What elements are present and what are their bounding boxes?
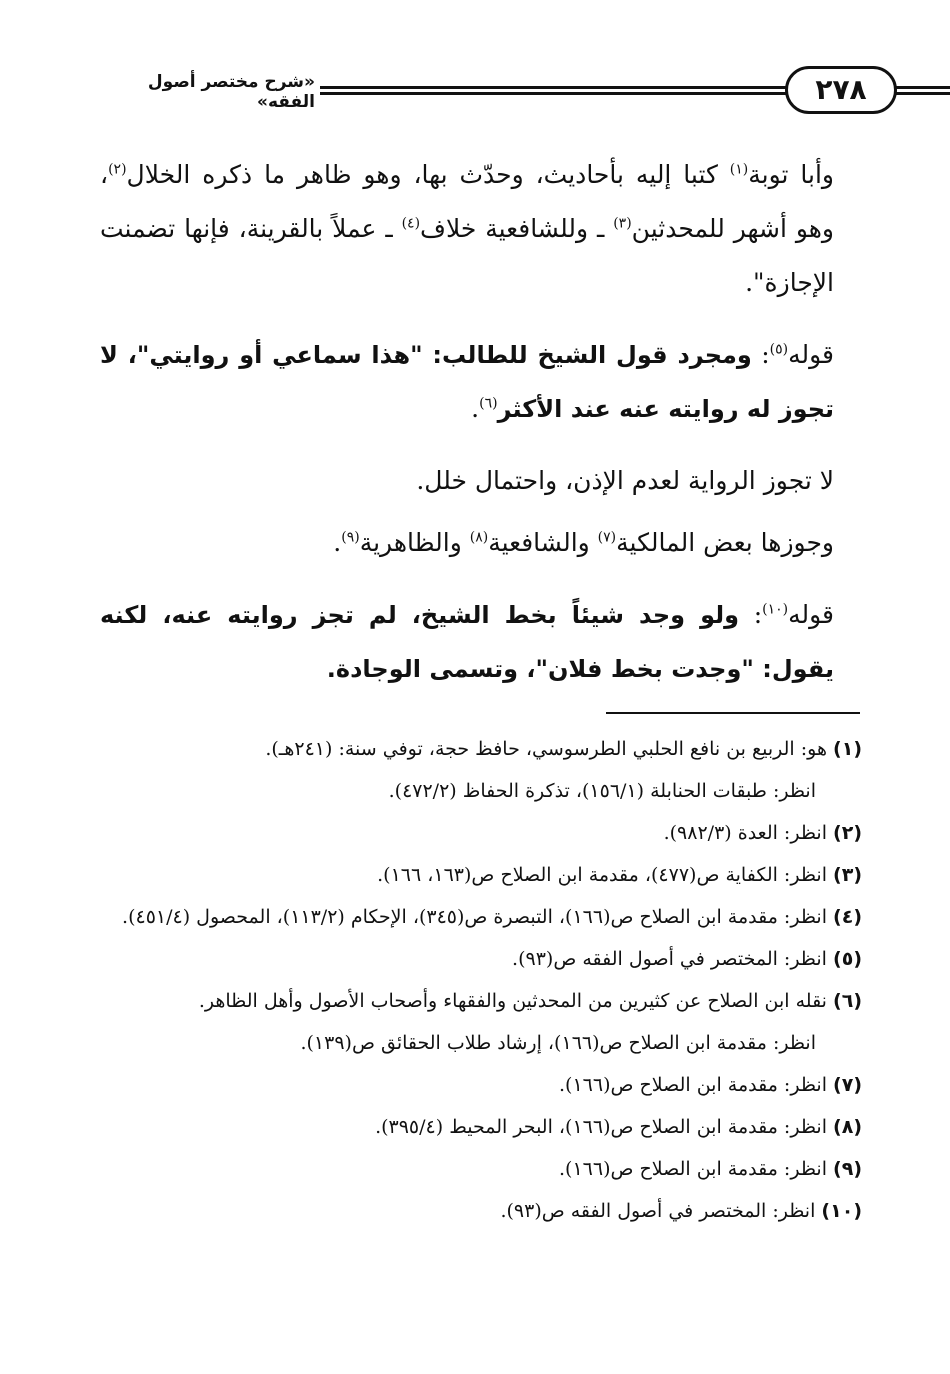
footnote-text: انظر: العدة (٩٨٢/٣).: [663, 822, 834, 844]
quoted-text: ومجرد قول الشيخ للطالب: "هذا سماعي أو روايتي"، لا تجوز له روايته عنه عند الأكثر: [100, 341, 834, 423]
text-span: :: [739, 600, 763, 629]
footnotes: [108, 728, 862, 1232]
footnote-ref[interactable]: (٣): [613, 215, 632, 232]
footnote-ref[interactable]: (٨): [469, 529, 489, 546]
running-title: «شرح مختصر أصول الفقه»: [147, 72, 315, 112]
paragraph-3: لا تجوز الرواية لعدم الإذن، واحتمال خلل.: [416, 466, 834, 495]
footnote-separator: [606, 712, 860, 714]
footnote-ref[interactable]: (٦): [479, 395, 498, 412]
paragraph-4: [100, 516, 862, 570]
text-span: والشافعية: [488, 528, 598, 557]
text-span: قوله: [788, 340, 834, 369]
footnote-5: [108, 938, 862, 980]
footnote-ref[interactable]: (٧): [597, 529, 617, 546]
footnote-text: انظر: مقدمة ابن الصلاح ص(١٦٦)، التبصرة ص(٣٤٥)، الإحكام (١١٣/٢)، المحصول (٤٥١/٤).: [122, 906, 834, 928]
footnote-text: نقله ابن الصلاح عن كثيرين من المحدثين والفقهاء وأصحاب الأصول وأهل الظاهر.: [198, 990, 834, 1012]
footnote-text: انظر: مقدمة ابن الصلاح ص(١٦٦)، البحر المحيط (٣٩٥/٤).: [375, 1116, 834, 1138]
text-span: :: [751, 340, 770, 369]
quoted-text: ولو وجد شيئاً بخط الشيخ، لم تجز روايته عنه، لكنه يقول: "وجدت بخط فلان"، وتسمى الوجادة.: [100, 601, 834, 683]
footnote-number: (٩): [833, 1158, 862, 1180]
footnote-6-continued: انظر: مقدمة ابن الصلاح ص(١٦٦)، إرشاد طلاب الحقائق ص(١٣٩).: [300, 1032, 816, 1054]
footnote-6: [108, 980, 862, 1022]
footnote-2: [108, 812, 862, 854]
text-span: قوله: [788, 600, 835, 629]
footnote-number: (٢): [833, 822, 862, 844]
footnote-number: (٧): [833, 1074, 862, 1096]
footnote-ref[interactable]: (١): [729, 161, 749, 178]
footnote-number: (٣): [833, 864, 862, 886]
paragraph-5: [100, 588, 862, 696]
text-span: .: [333, 528, 342, 557]
footnote-ref[interactable]: (٩): [341, 529, 360, 546]
footnote-ref[interactable]: (١٠): [762, 601, 789, 618]
footnote-text: انظر: مقدمة ابن الصلاح ص(١٦٦).: [559, 1158, 834, 1180]
footnote-3: [108, 854, 862, 896]
footnote-number: (١): [833, 738, 862, 760]
footnote-number: (٨): [833, 1116, 862, 1138]
header-rule-left: [320, 86, 790, 96]
page-number: ٢٧٨: [785, 66, 897, 114]
paragraph-1: [100, 148, 862, 310]
footnote-text: انظر: الكفاية ص(٤٧٧)، مقدمة ابن الصلاح ص(١٦٣، ١٦٦).: [377, 864, 834, 886]
paragraph-2: [100, 328, 862, 436]
text-span: ، وهو أشهر للمحدثين: [100, 160, 834, 243]
footnote-7: [108, 1064, 862, 1106]
text-span: وأبا توبة: [748, 160, 834, 189]
page-header: [100, 64, 867, 120]
text-span: والظاهرية: [359, 528, 470, 557]
footnote-text: انظر: المختصر في أصول الفقه ص(٩٣).: [512, 948, 834, 970]
text-span: كتبا إليه بأحاديث، وحدّث بها، وهو ظاهر ما ذكره الخلال: [126, 160, 730, 189]
footnote-number: (٥): [833, 948, 862, 970]
footnote-text: انظر: مقدمة ابن الصلاح ص(١٦٦).: [559, 1074, 834, 1096]
footnote-9: [108, 1148, 862, 1190]
text-span: وجوزها بعض المالكية: [616, 528, 834, 557]
text-span: ـ عملاً بالقرينة، فإنها تضمنت الإجازة".: [100, 214, 834, 297]
footnote-1: [108, 728, 862, 770]
footnote-number: (١٠): [821, 1200, 862, 1222]
footnote-number: (٦): [833, 990, 862, 1012]
main-text: [100, 148, 862, 714]
footnote-text: هو: الربيع بن نافع الحلبي الطرسوسي، حافظ حجة، توفي سنة: (٢٤١هـ).: [265, 738, 834, 760]
footnote-1-continued: انظر: طبقات الحنابلة (١٥٦/١)، تذكرة الحفاظ (٤٧٢/٢).: [388, 780, 816, 802]
footnote-ref[interactable]: (٢): [108, 161, 127, 178]
footnote-10: [108, 1190, 862, 1232]
text-span: ـ وللشافعية خلاف: [420, 214, 614, 243]
footnote-8: [108, 1106, 862, 1148]
footnote-text: انظر: المختصر في أصول الفقه ص(٩٣).: [500, 1200, 822, 1222]
footnote-number: (٤): [833, 906, 862, 928]
footnote-ref[interactable]: (٥): [769, 341, 789, 358]
header-rule-right: [892, 86, 950, 96]
footnote-4: [108, 896, 862, 938]
text-span: .: [471, 394, 480, 423]
footnote-ref[interactable]: (٤): [401, 215, 421, 232]
